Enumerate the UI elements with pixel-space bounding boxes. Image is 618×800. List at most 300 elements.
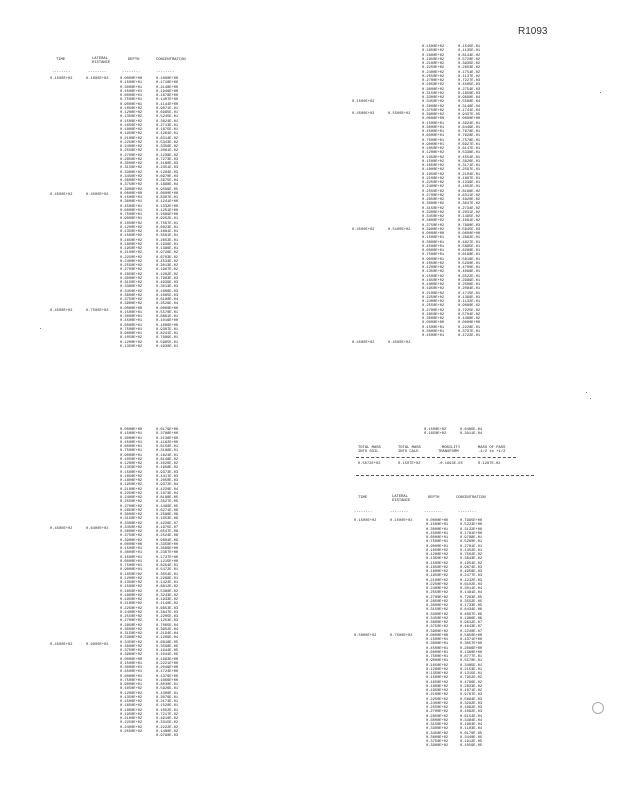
data-cell: 0.6280E-01: [458, 249, 481, 253]
data-cell: 0.1650E+02: [426, 680, 449, 685]
data-cell: 0.3750E+02: [120, 649, 143, 653]
block-time-label: 0.4500E+02: [352, 341, 375, 345]
data-cell: 0.4554E-01: [458, 155, 481, 160]
data-cell: 0.1912E-05: [460, 740, 483, 744]
data-cell: 0.9000E+01: [120, 683, 143, 687]
block-distance-label: 0.1600E+02: [86, 77, 109, 81]
data-cell: 0.2700E+02: [426, 710, 449, 715]
data-cell: 0.4681E-01: [156, 230, 179, 234]
data-cell: 0.3935E-02: [458, 62, 481, 66]
data-cell: 0.3952E-04: [156, 627, 179, 632]
data-cell: 0.1898E-04: [156, 183, 179, 188]
data-cell: 0.2700E+02: [120, 268, 143, 273]
data-cell: 0.1520E-01: [156, 704, 179, 709]
data-cell: 0.5895E-01: [458, 244, 481, 249]
block-distance-label: 0.4500E+02: [86, 193, 109, 197]
data-cell: 0.2084E-01: [458, 287, 481, 292]
data-cell: 0.8144E-02: [458, 53, 481, 58]
data-cell: 0.1059E-05: [460, 744, 483, 749]
data-cell: 0.1200E+02: [120, 462, 143, 466]
data-cell: 0.1936E-01: [156, 242, 179, 247]
data-cell: 0.3750E+02: [426, 625, 449, 630]
data-cell: 0.3000E+02: [426, 718, 449, 723]
data-cell: 0.2250E+02: [422, 295, 445, 300]
data-cell: 0.9729E-02: [156, 251, 179, 256]
data-cell: 0.1950E+02: [120, 132, 143, 137]
data-cell: 0.2597E-01: [458, 168, 481, 173]
data-cell: 0.3522E-01: [458, 274, 481, 279]
data-cell: 0.1044E-05: [156, 653, 179, 658]
data-cell: 0.3000E+01: [422, 240, 445, 245]
data-cell: 0.3750E+02: [422, 108, 445, 113]
block-time-label: 0.1500E+02: [354, 519, 377, 523]
data-cell: 0.7500E+01: [426, 540, 449, 545]
scan-speck: [586, 392, 587, 393]
data-cell: 0.2148E+00: [156, 85, 179, 90]
data-cell: 0.3000E+01: [422, 329, 445, 334]
header-dash-distance: --------: [390, 510, 409, 514]
data-cell: 0.7500E+01: [120, 327, 143, 332]
data-cell: 0.4500E+01: [120, 204, 143, 209]
data-cell: 0.1399E-01: [458, 295, 481, 300]
data-cell: 0.2653E-02: [458, 66, 481, 71]
data-cell: 0.1350E+02: [120, 115, 143, 120]
data-cell: 0.8188E-05: [156, 496, 179, 500]
data-cell: 0.6102E-04: [460, 582, 483, 587]
scan-speck: [40, 328, 41, 329]
data-cell: 0.7952E-02: [460, 676, 483, 681]
summary-value: 0.5072E+02: [358, 462, 381, 466]
data-cell: 0.2550E+02: [120, 500, 143, 505]
data-cell: 0.3600E+02: [120, 530, 143, 534]
data-cell: 0.3300E+02: [120, 521, 143, 526]
data-cell: 0.1215E+00: [156, 559, 179, 564]
data-cell: 0.3450E+02: [120, 174, 143, 179]
data-cell: 0.1950E+02: [426, 574, 449, 579]
data-cell: 0.3900E+02: [120, 538, 143, 543]
data-cell: 0.2850E+02: [120, 157, 143, 162]
data-cell: 0.1500E+02: [426, 676, 449, 681]
data-cell: 0.3300E+02: [422, 96, 445, 100]
block-distance-label: 0.1500E+02: [390, 519, 413, 523]
data-cell: 0.1135E-01: [458, 49, 481, 54]
data-cell: 0.3450E+02: [120, 289, 143, 294]
data-cell: 0.1500E+01: [120, 432, 143, 437]
data-cell: 0.2387E+00: [156, 551, 179, 556]
data-cell: 0.9000E+01: [120, 568, 143, 573]
data-cell: 0.1806E-03: [156, 289, 179, 294]
data-cell: 0.5570E-01: [156, 310, 179, 315]
data-cell: 0.9612E-07: [460, 621, 483, 625]
data-cell: 0.6000E+01: [422, 249, 445, 253]
header-lateral-distance: LATERAL DISTANCE: [392, 495, 411, 504]
summary-value: -0.1993E-05: [438, 462, 463, 466]
data-cell: 0.1754E-02: [458, 70, 481, 75]
data-cell: 0.2250E+02: [426, 697, 449, 702]
data-cell: 0.1650E+02: [120, 474, 143, 479]
data-cell: 0.3089E+00: [156, 547, 179, 551]
data-cell: 0.3600E+02: [426, 621, 449, 625]
data-cell: 0.1800E+02: [426, 684, 449, 689]
data-cell: 0.8314E-02: [156, 136, 179, 141]
data-cell: 0.2250E+02: [422, 66, 445, 71]
data-cell: 0.2250E+02: [422, 181, 445, 185]
data-cell: 0.2550E+02: [422, 189, 445, 194]
data-cell: 0.1967E-02: [156, 268, 179, 273]
data-cell: 0.2700E+02: [426, 595, 449, 600]
data-cell: 0.1232E-03: [460, 578, 483, 583]
data-cell: 0.7225E-02: [458, 308, 481, 313]
data-cell: 0.1350E+02: [422, 155, 445, 160]
data-cell: 0.4228E-07: [156, 521, 179, 526]
data-cell: 0.8434E-06: [460, 608, 483, 613]
data-cell: 0.1500E+02: [120, 470, 143, 475]
data-cell: 0.1050E+02: [120, 572, 143, 577]
data-cell: 0.2400E+02: [422, 185, 445, 190]
data-cell: 0.9000E+01: [120, 102, 143, 107]
data-cell: 0.3150E+02: [422, 91, 445, 96]
data-cell: 0.2100E+02: [426, 693, 449, 698]
data-cell: 0.0000E+00: [120, 77, 143, 81]
data-cell: 0.8030E-01: [156, 683, 179, 687]
data-cell: 0.2222E-02: [156, 725, 179, 730]
data-cell: 0.1481E-04: [460, 591, 483, 596]
data-cell: 0.8307E-01: [156, 196, 179, 200]
data-cell: 0.4500E+01: [120, 440, 143, 445]
data-cell: 0.5850E+00: [460, 633, 483, 638]
data-cell: 0.7963E-03: [156, 276, 179, 281]
data-cell: 0.2066E+00: [460, 646, 483, 651]
data-cell: 0.3000E+01: [120, 666, 143, 670]
data-cell: 0.1350E+02: [120, 695, 143, 700]
data-cell: 0.3150E+02: [426, 608, 449, 613]
data-cell: 0.3171E-01: [458, 164, 481, 168]
data-cell: 0.1950E+02: [422, 57, 445, 62]
data-cell: 0.2850E+02: [426, 714, 449, 719]
data-cell: 0.1950E+02: [120, 598, 143, 602]
data-cell: 0.1065E-03: [156, 293, 179, 298]
data-cell: 0.1500E+01: [120, 547, 143, 551]
data-cell: 0.1671E-02: [460, 689, 483, 693]
data-cell: 0.3485E-01: [460, 663, 483, 668]
data-cell: 0.4500E+01: [422, 334, 445, 338]
data-cell: 0.2700E+02: [120, 153, 143, 158]
data-cell: 0.2550E+02: [426, 591, 449, 596]
data-cell: 0.1140E-02: [156, 602, 179, 607]
data-cell: 0.3647E-02: [458, 202, 481, 207]
data-column-e-depth: [424, 428, 446, 437]
data-cell: 0.1498E-05: [156, 504, 179, 509]
data-cell: 0.1873E-04: [156, 491, 179, 496]
data-cell: 0.2100E+02: [422, 62, 445, 66]
block-time-label: 0.5000E+02: [354, 634, 377, 638]
data-cell: 0.9000E+01: [426, 659, 449, 664]
data-cell: 0.3243E-02: [156, 593, 179, 598]
data-cell: 0.2781E-01: [460, 544, 483, 549]
data-cell: 0.1800E+02: [422, 283, 445, 287]
data-cell: 0.1950E+02: [120, 483, 143, 488]
data-cell: 0.1200E+02: [426, 553, 449, 557]
data-cell: 0.4098E-01: [458, 270, 481, 275]
data-cell: 0.3315E-02: [156, 721, 179, 726]
data-cell: 0.2833E-02: [460, 684, 483, 689]
data-cell: 0.3150E+02: [120, 517, 143, 522]
data-cell: 0.2550E+02: [120, 149, 143, 154]
data-column-a-concentration: [156, 77, 178, 349]
data-cell: 0.2100E+02: [120, 602, 143, 607]
data-cell: 0.2221E+00: [156, 661, 179, 666]
data-cell: 0.1963E+00: [156, 657, 179, 662]
data-cell: 0.1800E+02: [422, 53, 445, 58]
data-cell: 0.6000E+01: [426, 650, 449, 655]
data-cell: 0.6154E-04: [460, 714, 483, 719]
header-dash-time: --------: [354, 510, 373, 514]
data-cell: 0.4958E-03: [460, 570, 483, 574]
data-cell: 0.1200E+02: [120, 340, 143, 345]
data-cell: 0.3450E+02: [426, 616, 449, 621]
data-cell: 0.6170E-05: [460, 731, 483, 736]
data-cell: 0.1737E+00: [156, 555, 179, 560]
data-cell: 0.3450E+02: [422, 215, 445, 219]
data-cell: 0.7500E+01: [120, 98, 143, 103]
data-column-f-concentration: [460, 519, 482, 749]
data-cell: 0.3000E+02: [120, 276, 143, 281]
data-cell: 0.5245E-01: [156, 115, 179, 120]
block-time-label: 0.1500E+02: [352, 100, 375, 104]
data-cell: 0.7500E+01: [426, 655, 449, 659]
data-cell: 0.6000E+01: [120, 323, 143, 328]
data-cell: 0.4939E-03: [156, 281, 179, 285]
data-cell: 0.1424E-01: [156, 581, 179, 585]
data-cell: 0.6000E+01: [426, 536, 449, 540]
data-cell: 0.3000E+01: [426, 527, 449, 532]
data-cell: 0.3900E+02: [426, 744, 449, 749]
block-time-label: 0.4500E+02: [50, 643, 73, 647]
data-cell: 0.6653E-03: [156, 606, 179, 611]
summary-value: 0.1287E-02: [478, 462, 501, 466]
data-cell: 0.1200E+02: [120, 225, 143, 230]
data-cell: 0.3292E-03: [460, 701, 483, 706]
data-cell: 0.2588E-06: [156, 513, 179, 517]
data-cell: 0.1946E+00: [156, 89, 179, 94]
data-cell: 0.2653E-01: [156, 238, 179, 243]
data-cell: 0.2250E+02: [120, 491, 143, 496]
data-cell: 0.1332E+00: [156, 204, 179, 209]
data-cell: 0.1386E-01: [156, 247, 179, 251]
summary-header-total-mass-2-unit: INTO CALE: [398, 450, 419, 454]
data-cell: 0.3013E-03: [156, 285, 179, 290]
data-cell: 0.1016E+00: [156, 319, 179, 324]
data-cell: 0.6547E-08: [156, 530, 179, 534]
data-cell: 0.1209E-04: [156, 636, 179, 641]
summary-value: 0.1507E+02: [398, 462, 421, 466]
data-cell: 0.9000E+01: [426, 544, 449, 549]
data-cell: 0.2524E-08: [156, 534, 179, 539]
block-time-label: 0.1500E+02: [50, 77, 73, 81]
data-cell: 0.3750E+02: [426, 740, 449, 744]
data-cell: 0.2351E-03: [156, 166, 179, 171]
data-cell: 0.1360E+00: [460, 650, 483, 655]
block-distance-label: 0.5100E+02: [388, 228, 411, 232]
data-cell: 0.2104E-01: [458, 172, 481, 177]
data-cell: 0.1480E-02: [156, 729, 179, 734]
data-cell: 0.6147E-01: [458, 147, 481, 151]
data-cell: 0.1500E+02: [426, 561, 449, 566]
data-cell: 0.1253E-03: [156, 619, 179, 624]
data-cell: 0.3000E+02: [120, 627, 143, 632]
data-cell: 0.1452E-01: [460, 548, 483, 553]
data-cell: 0.1741E-04: [458, 108, 481, 113]
data-cell: 0.1200E+02: [120, 576, 143, 581]
data-cell: 0.2174E-01: [156, 700, 179, 704]
data-column-b-concentration: [458, 45, 480, 338]
data-cell: 0.2850E+02: [120, 623, 143, 628]
data-cell: 0.4500E+01: [120, 670, 143, 675]
data-cell: 0.3000E+02: [120, 162, 143, 166]
data-cell: 0.1052E-01: [458, 185, 481, 190]
data-cell: 0.9000E+01: [120, 453, 143, 458]
data-cell: 0.1339E-01: [458, 181, 481, 185]
data-column-e-concentration: [460, 428, 482, 437]
data-cell: 0.7263E-05: [460, 595, 483, 600]
data-cell: 0.9000E+01: [120, 217, 143, 222]
data-cell: 0.1050E+02: [120, 106, 143, 111]
data-cell: 0.1000E+00: [156, 77, 179, 81]
data-cell: 0.1733E-05: [460, 604, 483, 608]
data-cell: 0.1500E+01: [120, 661, 143, 666]
data-cell: 0.1053E-06: [156, 517, 179, 522]
data-cell: 0.1678E+00: [156, 94, 179, 98]
data-cell: 0.1241E+00: [156, 200, 179, 205]
data-cell: 0.1495E-02: [458, 215, 481, 219]
data-cell: 0.3000E+01: [120, 551, 143, 556]
data-cell: 0.1103E-04: [460, 727, 483, 732]
block-time-label: 0.4500E+02: [352, 228, 375, 232]
header-concentration: CONCENTRATION: [156, 58, 186, 62]
data-cell: 0.1066E+00: [156, 678, 179, 683]
data-cell: 0.3561E-01: [156, 234, 179, 239]
data-cell: 0.1050E+02: [426, 548, 449, 553]
data-cell: 0.2400E+02: [120, 259, 143, 264]
data-cell: 0.9000E+01: [422, 142, 445, 147]
data-cell: 0.3132E+00: [460, 527, 483, 532]
data-cell: 0.2400E+02: [120, 610, 143, 615]
data-cell: 0.3450E+02: [426, 731, 449, 736]
data-cell: 0.1200E+02: [426, 667, 449, 672]
data-cell: 0.7578E-01: [458, 138, 481, 143]
data-column-f-depth: [426, 519, 448, 749]
data-cell: 0.4500E+01: [120, 89, 143, 94]
data-cell: 0.1294E-03: [156, 170, 179, 175]
data-cell: 0.3300E+02: [120, 170, 143, 175]
data-cell: 0.4643E-07: [460, 625, 483, 630]
data-cell: 0.8777E-01: [460, 655, 483, 659]
data-cell: 0.2400E+02: [426, 587, 449, 591]
data-cell: 0.2400E+02: [422, 70, 445, 75]
data-cell: 0.7227E-03: [458, 79, 481, 83]
data-cell: 0.2228E-01: [458, 325, 481, 330]
data-cell: 0.4534E-02: [156, 259, 179, 264]
data-cell: 0.4700E-01: [458, 266, 481, 270]
data-cell: 0.1500E+01: [120, 196, 143, 200]
data-cell: 0.1624E-01: [156, 453, 179, 458]
data-cell: 0.6485E-04: [460, 428, 483, 432]
data-cell: 0.2850E+02: [422, 312, 445, 317]
data-cell: 0.4300E-01: [156, 691, 179, 696]
summary-header-mobility-unit: TRANSFORM: [438, 450, 459, 454]
summary-header-mass: MASS OF PASS: [478, 446, 506, 450]
data-cell: 0.3300E+02: [426, 612, 449, 617]
data-cell: 0.3900E+02: [120, 302, 143, 307]
data-cell: 0.1950E+02: [120, 712, 143, 717]
data-cell: 0.1800E+02: [120, 593, 143, 598]
data-cell: 0.2700E+02: [120, 619, 143, 624]
header-dash-depth: --------: [122, 70, 141, 74]
data-cell: 0.7567E-01: [156, 221, 179, 226]
data-cell: 0.6311E-02: [458, 193, 481, 198]
data-cell: 0.6995E-01: [156, 111, 179, 115]
data-cell: 0.6970E-04: [156, 174, 179, 179]
data-cell: 0.4417E-03: [156, 474, 179, 479]
data-cell: 0.2850E+02: [120, 508, 143, 513]
data-cell: 0.1650E+02: [120, 238, 143, 243]
data-cell: 0.1650E+02: [426, 565, 449, 570]
data-cell: 0.2250E+02: [120, 140, 143, 145]
data-cell: 0.2882E-01: [458, 236, 481, 241]
data-cell: 0.0000E+00: [120, 306, 143, 311]
data-cell: 0.6618E-05: [156, 640, 179, 645]
data-cell: 0.1950E+02: [422, 172, 445, 177]
data-cell: 0.1500E+01: [422, 121, 445, 126]
data-cell: 0.1800E+02: [120, 479, 143, 483]
data-cell: 0.1500E+01: [426, 638, 449, 642]
data-cell: 0.1350E+02: [426, 557, 449, 562]
data-cell: 0.2100E+02: [426, 578, 449, 583]
data-column-b-depth: [422, 45, 444, 338]
data-cell: 0.7500E+01: [422, 138, 445, 143]
data-cell: 0.3150E+02: [120, 166, 143, 171]
data-cell: 0.3000E+01: [120, 436, 143, 441]
data-cell: 0.7928E-01: [458, 134, 481, 139]
data-cell: 0.2550E+02: [426, 706, 449, 710]
data-cell: 0.0000E+00: [422, 117, 445, 122]
data-cell: 0.3300E+02: [426, 727, 449, 732]
data-cell: 0.3600E+02: [422, 219, 445, 224]
data-cell: 0.9372E-04: [156, 483, 179, 488]
data-cell: 0.1200E+02: [120, 691, 143, 696]
data-cell: 0.1650E+02: [120, 589, 143, 594]
data-cell: 0.3600E+02: [120, 179, 143, 183]
data-cell: 0.6000E+01: [120, 208, 143, 213]
data-cell: 0.4500E+01: [426, 646, 449, 651]
data-cell: 0.3847E-03: [156, 610, 179, 615]
header-depth: DEPTH: [428, 496, 440, 500]
block-distance-label: 0.5500E+02: [388, 112, 411, 116]
data-cell: 0.1500E+02: [422, 274, 445, 279]
data-cell: 0.1650E+02: [120, 704, 143, 709]
data-cell: 0.3150E+02: [120, 632, 143, 636]
data-cell: 0.2550E+02: [422, 304, 445, 309]
data-cell: 0.2477E-03: [460, 574, 483, 579]
data-cell: 0.0000E+00: [120, 191, 143, 196]
block-time-label: 0.4500E+02: [352, 112, 375, 116]
data-cell: 0.7089E-01: [156, 336, 179, 341]
data-cell: 0.7500E+01: [120, 449, 143, 454]
data-cell: 0.1099E+00: [156, 213, 179, 217]
data-cell: 0.3440E-05: [460, 735, 483, 740]
data-cell: 0.3450E+02: [422, 100, 445, 105]
data-cell: 0.3000E+01: [426, 642, 449, 647]
